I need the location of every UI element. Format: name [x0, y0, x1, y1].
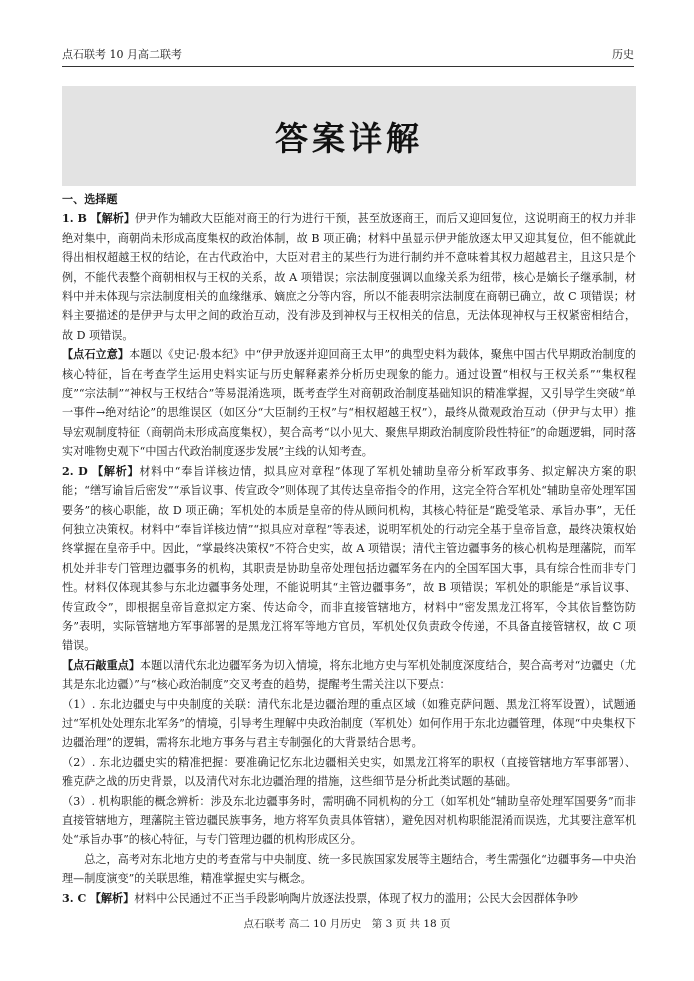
- header-subject: 历史: [612, 48, 634, 61]
- point-1: （1）. 东北边疆史与中央制度的关联：清代东北是边疆治理的重点区域（如雅克萨问题、黑龙江将军设置），试题通过“军机处处理东北军务”的情境，引导考生理解中央政治制度（军机处）如何作用于东北边疆管理，体现“中央集权下边疆治理”的逻辑，需将东北地方事务与君主专制强化的大背景结合思考。: [62, 697, 636, 750]
- section-title: 一、选择题: [62, 193, 118, 206]
- question-1-note: [62, 345, 636, 461]
- point-3: （3）. 机构职能的概念辨析：涉及东北边疆事务时，需明确不同机构的分工（如军机处“辅助皇帝处理军国要务”而非直接管辖地方，理藩院主管边疆民族事务，地方将军负责具体管辖），避免因对机构职能混淆而误选，尤其要注意军机处“承旨办事”的核心特征，与专门管理边疆的机构形成区分。: [62, 794, 636, 847]
- question-2-note: [62, 656, 636, 695]
- note-tag: 【点石立意】: [62, 348, 130, 362]
- header-exam-name: 点石联考 10 月高二联考: [62, 48, 182, 61]
- question-1-note-text: 本题以《史记·殷本纪》中“伊尹放逐并迎回商王太甲”的典型史料为载体，聚焦中国古代早期政治制度的核心特征，旨在考查学生运用史料实证与历史解释素养分析历史现象的能力。通过设置“相权与王权关系”“集权程度”“宗法制”“神权与王权结合”等易混淆选项，既考查学生对商朝政治制度基础知识的精准掌握，又引导学生突破“单一事件→绝对结论”的思维误区（如区分“大臣制约王权”与“相权超越王权”），最终从微观政治互动（伊尹与太甲）推导宏观制度特征（商朝尚未形成高度集权），契合高考“以小见大、聚焦早期政治制度阶段性特征”的命题逻辑，同时落实对唯物史观下“中国古代政治制度逐步发展”主线的认知考查。: [62, 348, 636, 459]
- question-3-analysis: [62, 889, 636, 908]
- question-2-number: 2. D: [62, 464, 88, 478]
- question-2-note-text: 本题以清代东北边疆军务为切入情境，将东北地方史与军机处制度深度结合，契合高考对“边疆史（尤其是东北边疆）”与“核心政治制度”交叉考查的趋势，提醒考生需关注以下要点：: [62, 658, 636, 692]
- question-2-text: 材料中“奉旨详核边情，拟具应对章程”体现了军机处辅助皇帝分析军政事务、拟定解决方案的职能；“缮写谕旨后密发”“承旨议事、传宣政令”则体现了其传达皇帝指令的作用，这完全符合军机处“辅助皇帝处理军国要务”的核心职能，故 D 项正确；军机处的本质是皇帝的侍从顾问机构，其核心特征是“跪受笔录、承旨办事”，无任何独立决策权。材料中“奉旨详核边情”“拟具应对章程”等表述，说明军机处的行动完全基于皇帝旨意，最终决策权始终掌握在皇帝手中。因此，“掌最终决策权”不符合史实，故 A 项错误；清代主管边疆事务的核心机构是理藩院，而军机处并非专门管理边疆事务的机构，其职责是协助皇帝处理包括边疆军务在内的全国军国大事，具有综合性而非专门性。材料仅体现其参与东北边疆事务处理，不能说明其“主管边疆事务”，故 B 项错误；军机处的职能是“承旨议事、传宣政令”，即根据皇帝旨意拟定方案、传达命令，而非直接管辖地方，材料中“密发黑龙江将军，令其依旨整饬防务”表明，实际管辖地方军事部署的是黑龙江将军等地方官员，军机处仅负责政令传递，不具备直接管辖权，故 C 项错误。: [62, 464, 636, 653]
- question-2-analysis: [62, 462, 636, 656]
- point-2: （2）. 东北边疆史实的精准把握：要准确记忆东北边疆相关史实，如黑龙江将军的职权（直接管辖地方军事部署）、雅克萨之战的历史背景，以及清代对东北边疆治理的措施，这些细节是分析此类试题的基础。: [62, 755, 636, 789]
- question-3-number: 3. C: [62, 891, 87, 905]
- analysis-tag: 【解析】: [89, 891, 135, 905]
- page-footer: 点石联考 高二 10 月历史 第 3 页 共 18 页: [243, 918, 451, 930]
- question-1-number: 1. B: [62, 212, 87, 226]
- title-banner: [62, 86, 636, 186]
- question-1-text: 伊尹作为辅政大臣能对商王的行为进行干预，甚至放逐商王，而后又迎回复位，这说明商王的权力并非绝对集中，商朝尚未形成高度集权的政治体制，故 B 项正确；材料中虽显示伊尹能放逐太甲又迎其复位，但不能就此得出相权超越王权的结论，在古代政治中，大臣对君主的某些行为进行制约并不意味着其权力超越君主，且这只是个例，不能代表整个商朝相权与王权的关系，故 A 项错误；宗法制度强调以血缘关系为纽带，核心是嫡长子继承制，材料中并未体现与宗法制度相关的血缘继承、嫡庶之分等内容，所以不能表明宗法制度在商朝已确立，故 C 项错误；材料主要描述的是伊尹与太甲之间的政治互动，没有涉及到神权与王权相关的信息，无法体现神权与王权紧密相结合，故 D 项错误。: [62, 212, 636, 342]
- question-2-summary: 总之，高考对东北地方史的考查常与中央制度、统一多民族国家发展等主题结合，考生需强化“边疆事务—中央治理—制度演变”的关联思维，精准掌握史实与概念。: [62, 852, 636, 886]
- page-title: 答案详解: [275, 118, 423, 158]
- question-3-text: 材料中公民通过不正当手段影响陶片放逐法投票，体现了权力的滥用；公民大会因群体争吵: [134, 891, 578, 905]
- analysis-tag: 【解析】: [90, 212, 135, 226]
- analysis-tag: 【解析】: [92, 464, 140, 478]
- note-tag: 【点石敲重点】: [62, 658, 141, 672]
- answer-content: [62, 190, 636, 908]
- page-header: [62, 44, 634, 67]
- question-1-analysis: [62, 209, 636, 345]
